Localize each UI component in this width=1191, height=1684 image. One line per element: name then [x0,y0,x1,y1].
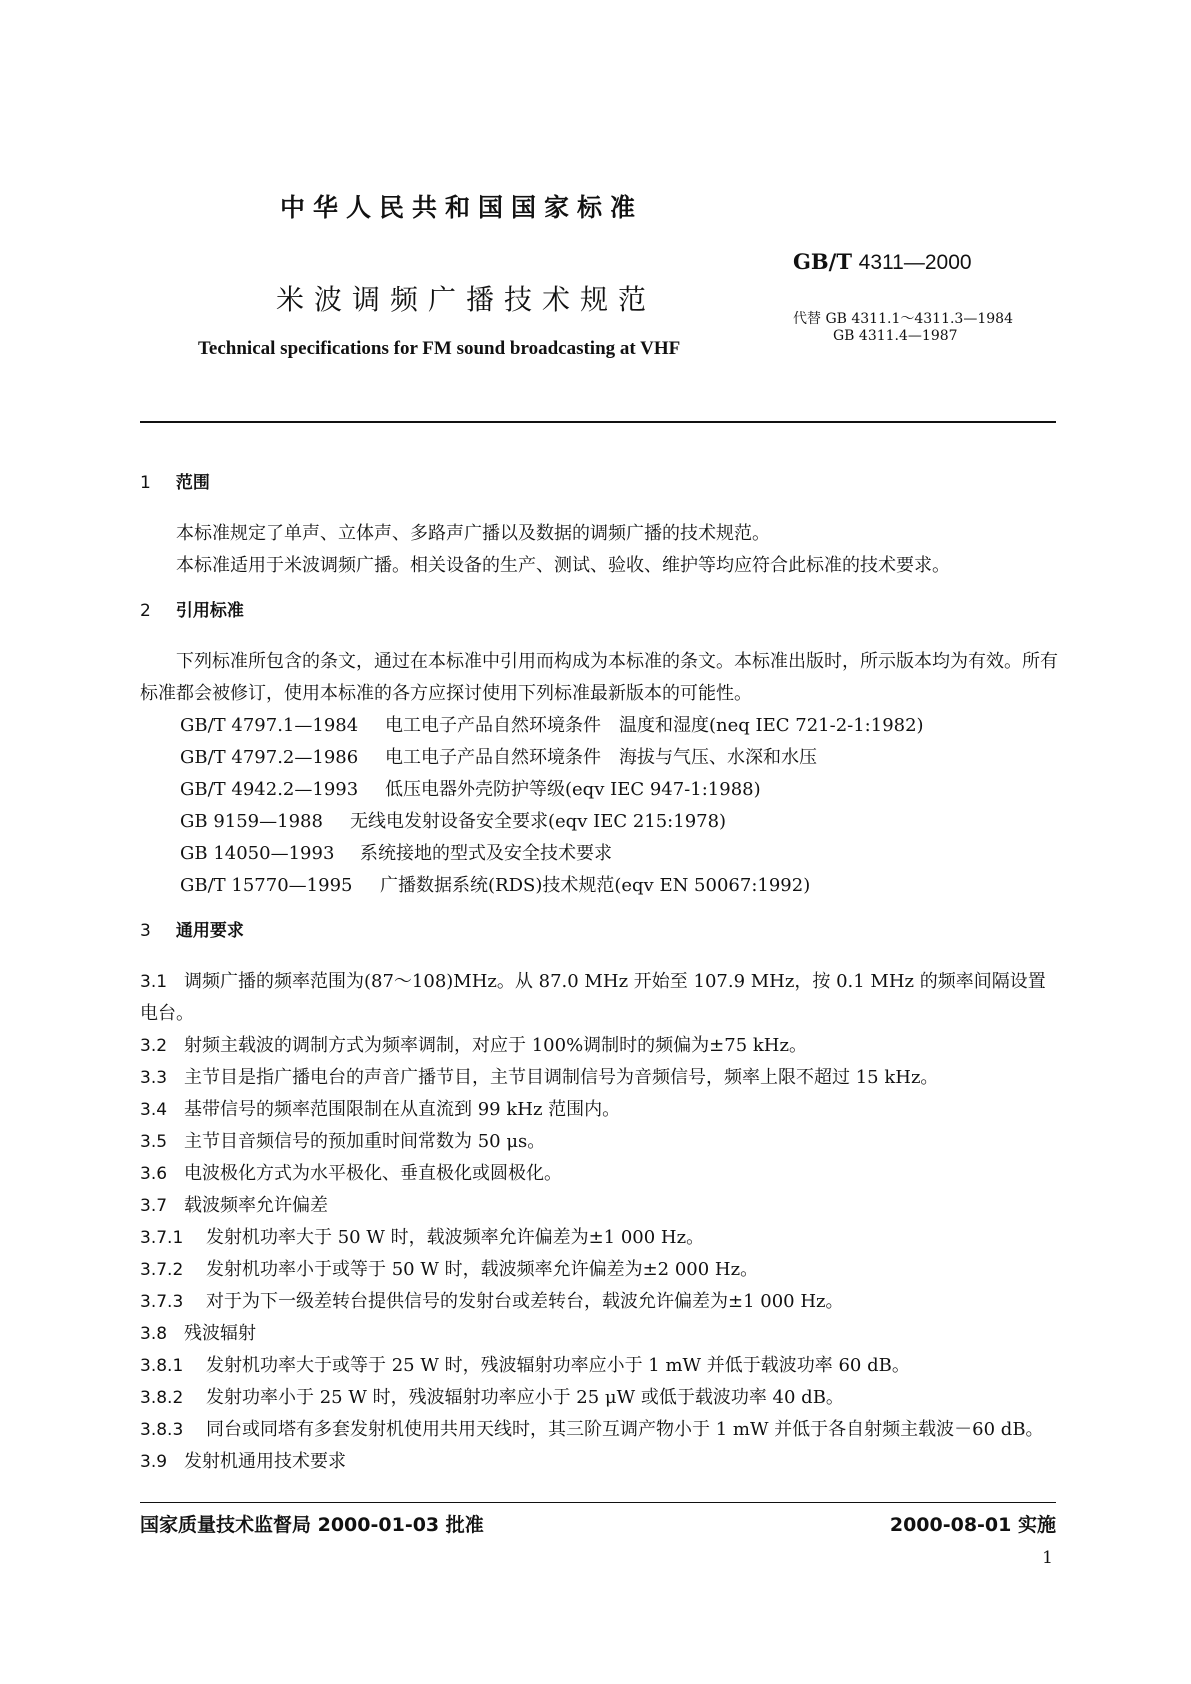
reference-code: GB 14050—1993 [180,843,335,864]
header-divider [140,421,1056,423]
document-body [140,470,1060,1478]
clause-text: 载波频率允许偏差 [184,1195,328,1216]
reference-item [180,838,1060,870]
reference-title: 低压电器外壳防护等级(eqv IEC 947-1:1988) [385,779,761,800]
clause-number: 3.1 [140,972,168,992]
section-heading-references [140,598,1060,624]
reference-code: GB/T 4797.1—1984 [180,715,359,736]
section-title: 引用标准 [175,601,244,621]
section-number: 2 [140,601,151,621]
replaces-block [793,311,1013,345]
clause [140,1350,1060,1382]
clause-number: 3.7.2 [140,1260,184,1280]
clause [140,1414,1060,1446]
section-number: 3 [140,921,151,941]
reference-title: 电工电子产品自然环境条件 温度和湿度(neq IEC 721-2-1:1982) [385,715,924,736]
clause [140,1446,1060,1478]
clause-number: 3.7.3 [140,1292,184,1312]
clause-number: 3.4 [140,1100,168,1120]
paragraph: 本标准适用于米波调频广播。相关设备的生产、测试、验收、维护等均应符合此标准的技术要求。 [176,555,950,576]
clause [140,1254,1060,1286]
standard-code [793,249,972,275]
reference-item [180,710,1060,742]
clause-text: 发射功率小于 25 W 时，残波辐射功率应小于 25 μW 或低于载波功率 40 dB。 [206,1387,844,1408]
clause [140,1094,1060,1126]
clause-number: 3.3 [140,1068,168,1088]
reference-title: 系统接地的型式及安全技术要求 [360,843,612,864]
footer-divider [140,1502,1056,1503]
clause-number: 3.9 [140,1452,168,1472]
clause-text: 发射机功率大于 50 W 时，载波频率允许偏差为±1 000 Hz。 [206,1227,705,1248]
clause-number: 3.8.2 [140,1388,184,1408]
clause-text: 射频主载波的调制方式为频率调制，对应于 100%调制时的频偏为±75 kHz。 [184,1035,807,1056]
implementation-date: 2000-08-01 实施 [889,1514,1056,1536]
reference-title: 无线电发射设备安全要求(eqv IEC 215:1978) [350,811,727,832]
clause [140,1126,1060,1158]
clause [140,1190,1060,1222]
reference-code: GB/T 15770—1995 [180,875,353,896]
reference-item [180,774,1060,806]
section-heading-general-requirements [140,918,1060,944]
clause-number: 3.5 [140,1132,168,1152]
clause-number: 3.8 [140,1324,168,1344]
clause [140,1222,1060,1254]
reference-item [180,806,1060,838]
standard-code-number: 4311—2000 [858,251,972,274]
page-number: 1 [1042,1548,1053,1568]
standard-code-prefix: GB/T [793,249,852,274]
reference-code: GB 9159—1988 [180,811,323,832]
clause [140,1158,1060,1190]
section-number: 1 [140,473,151,493]
reference-title: 广播数据系统(RDS)技术规范(eqv EN 50067:1992) [380,875,811,896]
clause-text: 电波极化方式为水平极化、垂直极化或圆极化。 [184,1163,562,1184]
section-heading-scope [140,470,1060,496]
replaces-line-2: GB 4311.4—1987 [833,328,958,344]
clause-text: 调频广播的频率范围为(87～108)MHz。从 87.0 MHz 开始至 107.9 MHz，按 0.1 MHz 的频率间隔设置电台。 [140,971,1046,1024]
reference-title: 电工电子产品自然环境条件 海拔与气压、水深和水压 [385,747,817,768]
section-title: 通用要求 [175,921,244,941]
approval-line: 国家质量技术监督局 2000-01-03 批准 [140,1514,484,1536]
clause-text: 同台或同塔有多套发射机使用共用天线时，其三阶互调产物小于 1 mW 并低于各自射频主载波－60 dB。 [206,1419,1044,1440]
reference-code: GB/T 4942.2—1993 [180,779,359,800]
clause [140,1030,1060,1062]
clause [140,1286,1060,1318]
clause-number: 3.6 [140,1164,168,1184]
reference-item [180,870,1060,902]
clause-text: 发射机功率小于或等于 50 W 时，载波频率允许偏差为±2 000 Hz。 [206,1259,759,1280]
reference-item [180,742,1060,774]
clause-text: 对于为下一级差转台提供信号的发射台或差转台，载波允许偏差为±1 000 Hz。 [206,1291,844,1312]
clause-number: 3.7 [140,1196,168,1216]
english-title: Technical specifications for FM sound broadcasting at VHF [198,338,681,359]
clause-text: 残波辐射 [184,1323,256,1344]
section-title: 范围 [175,473,210,493]
standard-category-title: 中华人民共和国国家标准 [280,193,644,222]
clause-text: 主节目是指广播电台的声音广播节目，主节目调制信号为音频信号，频率上限不超过 15 kHz。 [184,1067,939,1088]
clause [140,1382,1060,1414]
paragraph: 本标准规定了单声、立体声、多路声广播以及数据的调频广播的技术规范。 [176,523,770,544]
clause [140,1318,1060,1350]
clause-text: 发射机功率大于或等于 25 W 时，残波辐射功率应小于 1 mW 并低于载波功率 60 dB。 [206,1355,910,1376]
clause-number: 3.2 [140,1036,168,1056]
clause-number: 3.8.3 [140,1420,184,1440]
document-title: 米波调频广播技术规范 [276,283,657,316]
clause-number: 3.7.1 [140,1228,184,1248]
reference-code: GB/T 4797.2—1986 [180,747,359,768]
replaces-line-1: 代替 GB 4311.1～4311.3—1984 [793,311,1013,327]
clause [140,1062,1060,1094]
clause [140,966,1060,1030]
paragraph: 下列标准所包含的条文，通过在本标准中引用而构成为本标准的条文。本标准出版时，所示版本均为有效。所有标准都会被修订，使用本标准的各方应探讨使用下列标准最新版本的可能性。 [140,651,1058,704]
clause-number: 3.8.1 [140,1356,184,1376]
clause-text: 基带信号的频率范围限制在从直流到 99 kHz 范围内。 [184,1099,621,1120]
clause-text: 主节目音频信号的预加重时间常数为 50 μs。 [184,1131,546,1152]
clause-text: 发射机通用技术要求 [184,1451,346,1472]
